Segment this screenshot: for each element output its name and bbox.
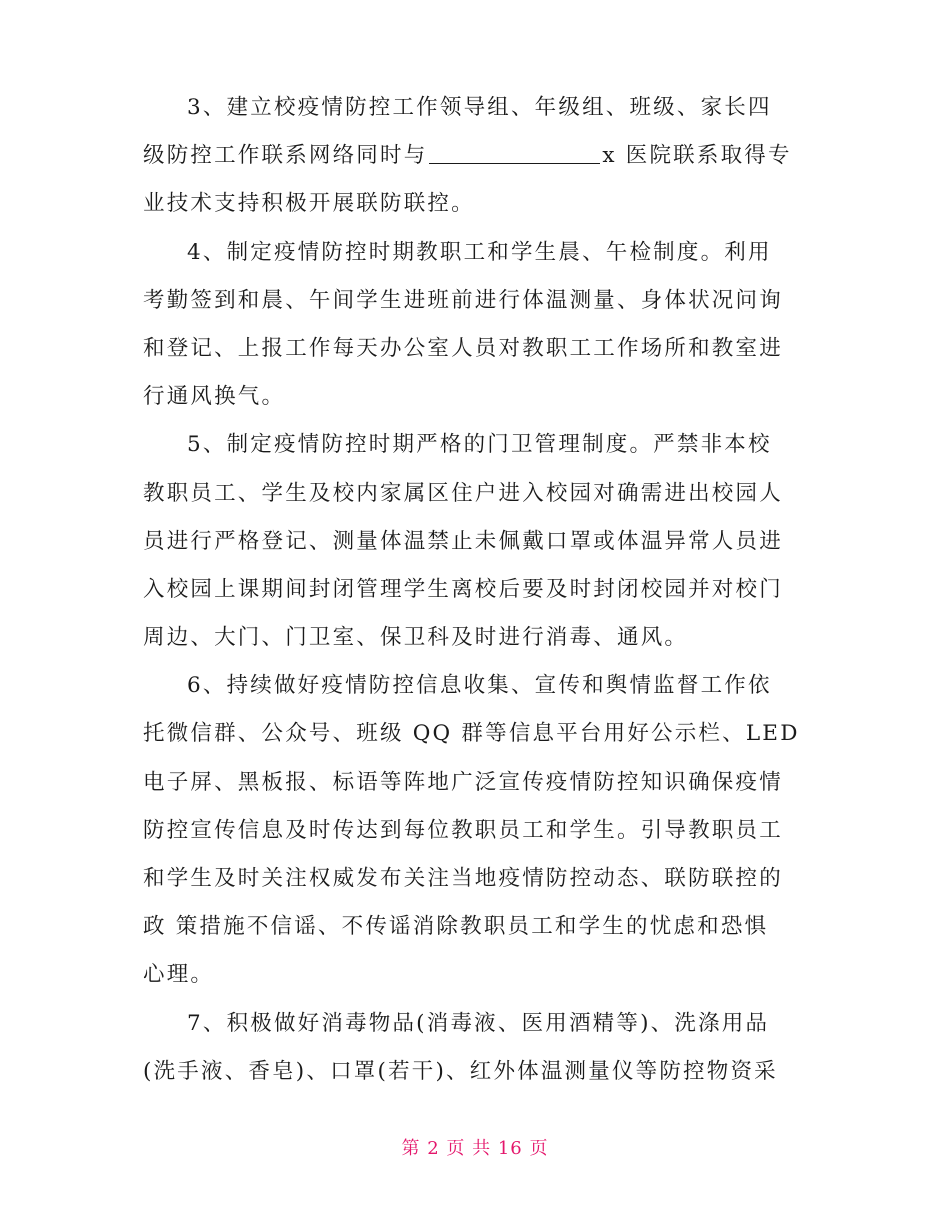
paragraph-line: 心理。 <box>143 962 215 988</box>
paragraph-line: (洗手液、香皂)、口罩(若干)、红外体温测量仪等防控物资采 <box>143 1058 778 1084</box>
paragraph-line: 防控宣传信息及时传达到每位教职员工和学生。引导教职员工 <box>143 817 783 843</box>
line-text: 级防控工作联系网络同时与 <box>143 143 428 169</box>
paragraph-line: 和登记、上报工作每天办公室人员对教职工工作场所和教室进 <box>143 335 783 361</box>
document-body <box>143 84 823 1096</box>
fill-in-blank <box>429 143 600 164</box>
paragraph-line: 托微信群、公众号、班级 QQ 群等信息平台用好公示栏、LED <box>143 721 800 747</box>
paragraph-line: 业技术支持积极开展联防联控。 <box>143 191 475 217</box>
paragraph-line: 5、制定疫情防控时期严格的门卫管理制度。严禁非本校 <box>187 432 772 458</box>
paragraph-line: 周边、大门、门卫室、保卫科及时进行消毒、通风。 <box>143 625 689 651</box>
paragraph-line: 员进行严格登记、测量体温禁止未佩戴口罩或体温异常人员进 <box>143 528 783 554</box>
paragraph-line: 7、积极做好消毒物品(消毒液、医用酒精等)、洗涤用品 <box>187 1010 770 1036</box>
paragraph-line: 行通风换气。 <box>143 384 286 410</box>
paragraph-line: 和学生及时关注权威发布关注当地疫情防控动态、联防联控的 <box>143 866 783 891</box>
paragraph-line: 考勤签到和晨、午间学生进班前进行体温测量、身体状况问询 <box>143 287 783 313</box>
paragraph-line <box>143 132 823 180</box>
paragraph-line: 入校园上课期间封闭管理学生离校后要及时封闭校园并对校门 <box>143 576 783 602</box>
page-number-footer: 第 2 页 共 16 页 <box>401 1138 549 1159</box>
paragraph-line: 电子屏、黑板报、标语等阵地广泛宣传疫情防控知识确保疫情 <box>143 769 783 795</box>
paragraph-line: 教职员工、学生及校内家属区住户进入校园对确需进出校园人 <box>143 480 783 506</box>
line-text: x 医院联系取得专 <box>602 143 792 169</box>
paragraph-line: 6、持续做好疫情防控信息收集、宣传和舆情监督工作依 <box>187 673 772 699</box>
paragraph-line: 政 策措施不信谣、不传谣消除教职员工和学生的忧虑和恐惧 <box>143 914 769 940</box>
paragraph-line: 3、建立校疫情防控工作领导组、年级组、班级、家长四 <box>187 95 772 120</box>
paragraph-line: 4、制定疫情防控时期教职工和学生晨、午检制度。利用 <box>187 239 772 265</box>
